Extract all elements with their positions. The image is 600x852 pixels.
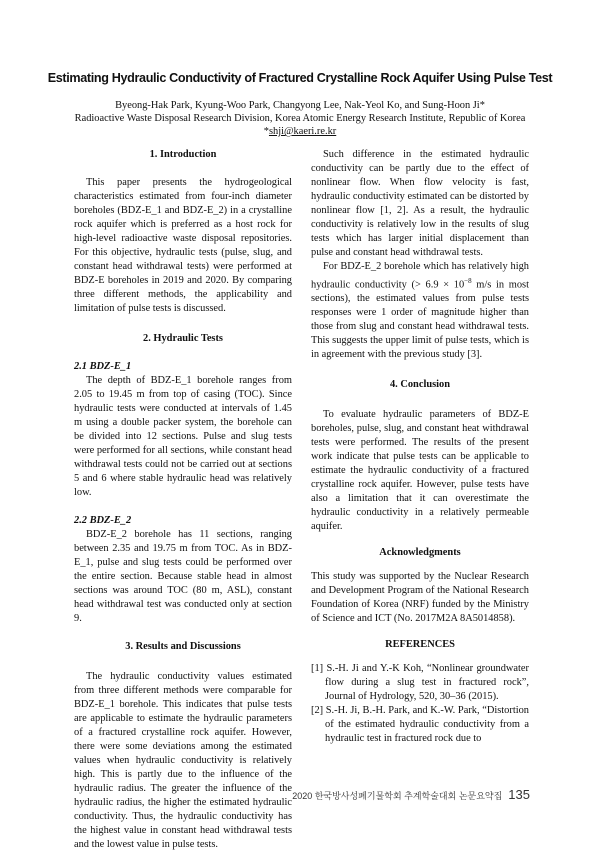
acknowledgments-heading: Acknowledgments xyxy=(379,547,461,559)
results-paragraph-2: Such difference in the estimated hydraulic conductivity can be partly due to the effect of nonlinear flow. When flow velocity is fast, hydraulic conductivity estimated can be distorted by nonlinear flow [1, 2]. As a result, the hydraulic conductivity is relatively low in the results of slug tests which has larger initial displacement than pulse and constant head withdrawal tests. xyxy=(311,149,529,258)
footer-text: 2020 한국방사성폐기물학회 추계학술대회 논문요약집 xyxy=(292,791,503,801)
bdz-e1-paragraph: The depth of BDZ-E_1 borehole ranges from 2.05 to 19.45 m from top of casing (TOC). Since hydraulic tests were conducted at intervals of 1.45 m using a double packer system, the borehole can be divided into 12 sections. Pulse and slug tests were performed for all sections, while constant head withdrawal tests could not be carried out at sections 5 and 6 where stable hydraulic head was relatively low. xyxy=(74,375,292,498)
email-line xyxy=(0,125,600,138)
section-heading-introduction: 1. Introduction xyxy=(149,149,217,160)
acknowledgments-paragraph: This study was supported by the Nuclear Research and Development Program of the National Research Foundation of Korea (NRF) funded by the Ministry of Science and ICT (No. 2017M2A 8A5014858). xyxy=(311,571,529,625)
affiliation: Radioactive Waste Disposal Research Division, Korea Atomic Energy Research Institute, Republic of Korea xyxy=(74,113,526,124)
paper-title: Estimating Hydraulic Conductivity of Fractured Crystalline Rock Aquifer Using Pulse Test xyxy=(47,71,553,85)
results-p3-start: For BDZ-E_2 borehole which has relatively high hydraulic conductivity (> 6.9 × 10 xyxy=(311,261,529,291)
page-footer xyxy=(292,787,530,802)
reference-item: [1] S.-H. Ji and Y.-K Koh, “Nonlinear groundwater flow during a slug test in fractured rock”, Journal of Hydrology, 520, 30–36 (2015). xyxy=(311,663,529,703)
email-prefix: * xyxy=(263,126,269,137)
results-p3-exponent: −8 xyxy=(464,277,472,285)
references-heading: REFERENCES xyxy=(385,639,455,651)
right-column xyxy=(311,148,529,746)
results-paragraph-1: The hydraulic conductivity values estimated from three different methods were comparable for BDZ-E_1 borehole. This indicates that pulse tests are applicable to estimate the hydraulic parameters of a fractured crystalline rock aquifer. However, there were some deviations among the estimated values when hydraulic conductivity is relatively high. This is partly due to the influence of the hydraulic radius. The greater the influence of the hydraulic radius, the higher the estimated hydraulic conductivity. Thus, the hydraulic conductivity has the highest value in constant head withdrawal tests and the lowest value in pulse tests. xyxy=(74,671,292,850)
results-p3-end: m/s in most sections), the estimated values from pulse tests responses were 1 order of magnitude higher than those from slug and constant head withdrawal tests. This suggests the upper limit of pulse tests, which is in agreement with the previous study [3]. xyxy=(311,279,529,361)
section-heading-hydraulic-tests: 2. Hydraulic Tests xyxy=(143,333,223,344)
section-heading-results: 3. Results and Discussions xyxy=(125,641,241,652)
author-block xyxy=(0,99,600,138)
results-paragraph-3 xyxy=(311,260,529,362)
introduction-paragraph: This paper presents the hydrogeological characteristics estimated from four-inch diameter boreholes (BDZ-E_1 and BDZ-E_2) in a crystalline rock aquifer which is preferred as a host rock for high-level radioactive waste disposal repositories. For this objective, hydraulic tests (pulse, slug, and constant head withdrawal tests) were performed at BDZ-E boreholes in 2019 and 2020. By comparing three different methods, the applicability and limitation of pulse tests is discussed. xyxy=(74,177,292,314)
subsection-heading-bdz-e1: 2.1 BDZ-E_1 xyxy=(74,361,132,372)
email-link[interactable]: shji@kaeri.re.kr xyxy=(268,126,337,137)
left-column xyxy=(74,148,292,852)
subsection-heading-bdz-e2: 2.2 BDZ-E_2 xyxy=(74,515,132,526)
bdz-e2-paragraph: BDZ-E_2 borehole has 11 sections, ranging between 2.35 and 19.75 m from TOC. As in BDZ-E_1, pulse and slug tests could be performed over the entire section. Because stable head in almost sections was around TOC (80 m, ASL), constant head withdrawal test was conducted only at section 9. xyxy=(74,529,292,624)
authors: Byeong-Hak Park, Kyung-Woo Park, Changyong Lee, Nak-Yeol Ko, and Sung-Hoon Ji* xyxy=(115,100,485,111)
section-heading-conclusion: 4. Conclusion xyxy=(389,379,451,391)
reference-item: [2] S.-H. Ji, B.-H. Park, and K.-W. Park, “Distortion of the estimated hydraulic conductivity from a hydraulic test in fractured rock due to xyxy=(311,705,529,745)
conclusion-paragraph: To evaluate hydraulic parameters of BDZ-E boreholes, pulse, slug, and constant heat withdrawal tests were performed. The results of the present work indicate that pulse tests can be applicable to estimate the hydraulic conductivity of a fractured crystalline rock aquifer. However, pulse tests have also a limitation that it can overestimate the hydraulic conductivity in a relatively permeable aquifer. xyxy=(311,409,529,533)
page-number: 135 xyxy=(508,787,530,802)
